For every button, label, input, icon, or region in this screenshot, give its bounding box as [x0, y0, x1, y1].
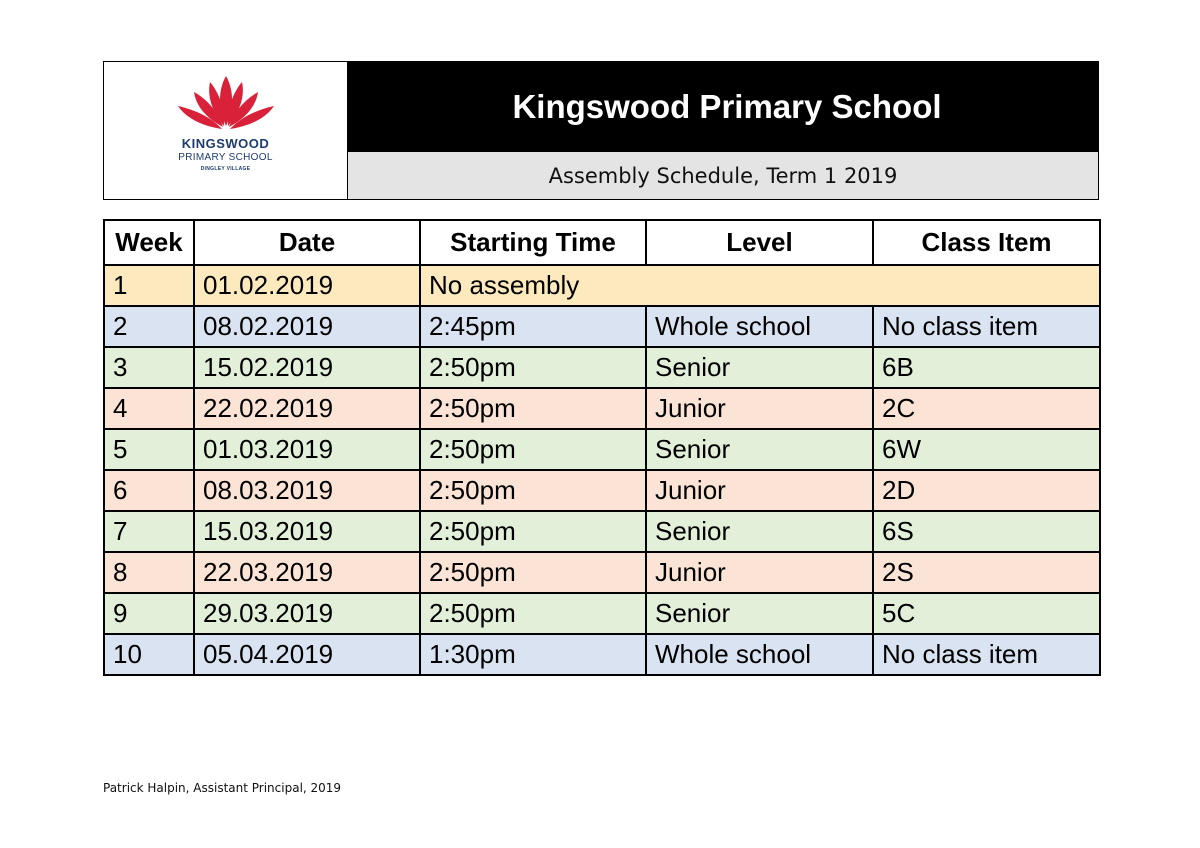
assembly-schedule-table: [103, 219, 1101, 676]
table-row: [104, 634, 1100, 675]
header: [103, 61, 1099, 200]
logo-location: DINGLEY VILLAGE: [200, 166, 251, 172]
date-cell: 15.03.2019: [194, 511, 420, 552]
starting-time-cell: 2:50pm: [420, 429, 646, 470]
column-header-starting-time: Starting Time: [420, 220, 646, 265]
column-header-week: Week: [104, 220, 194, 265]
date-cell: 15.02.2019: [194, 347, 420, 388]
week-cell: 8: [104, 552, 194, 593]
table-row: [104, 306, 1100, 347]
note-cell: No assembly: [420, 265, 1100, 306]
week-cell: 7: [104, 511, 194, 552]
week-cell: 3: [104, 347, 194, 388]
starting-time-cell: 2:50pm: [420, 388, 646, 429]
title-column: [348, 62, 1098, 199]
starting-time-cell: 2:50pm: [420, 347, 646, 388]
date-cell: 29.03.2019: [194, 593, 420, 634]
class-item-cell: 6B: [873, 347, 1100, 388]
week-cell: 10: [104, 634, 194, 675]
class-item-cell: 6W: [873, 429, 1100, 470]
class-item-cell: 6S: [873, 511, 1100, 552]
page-subtitle: Assembly Schedule, Term 1 2019: [348, 151, 1098, 199]
starting-time-cell: 2:45pm: [420, 306, 646, 347]
starting-time-cell: 2:50pm: [420, 552, 646, 593]
date-cell: 08.02.2019: [194, 306, 420, 347]
week-cell: 4: [104, 388, 194, 429]
logo-name: KINGSWOOD: [181, 136, 270, 151]
date-cell: 22.03.2019: [194, 552, 420, 593]
table-row: [104, 470, 1100, 511]
column-header-date: Date: [194, 220, 420, 265]
week-cell: 5: [104, 429, 194, 470]
starting-time-cell: 2:50pm: [420, 593, 646, 634]
level-cell: Senior: [646, 429, 873, 470]
date-cell: 01.02.2019: [194, 265, 420, 306]
table-row: [104, 552, 1100, 593]
table-row: [104, 511, 1100, 552]
level-cell: Senior: [646, 511, 873, 552]
class-item-cell: No class item: [873, 634, 1100, 675]
week-cell: 9: [104, 593, 194, 634]
week-cell: 6: [104, 470, 194, 511]
level-cell: Senior: [646, 593, 873, 634]
column-header-level: Level: [646, 220, 873, 265]
table-row: [104, 593, 1100, 634]
table-row: [104, 429, 1100, 470]
level-cell: Junior: [646, 552, 873, 593]
class-item-cell: 5C: [873, 593, 1100, 634]
date-cell: 05.04.2019: [194, 634, 420, 675]
week-cell: 2: [104, 306, 194, 347]
starting-time-cell: 2:50pm: [420, 511, 646, 552]
class-item-cell: 2S: [873, 552, 1100, 593]
school-logo: [104, 62, 348, 199]
lotus-logo-icon: [174, 74, 278, 134]
date-cell: 01.03.2019: [194, 429, 420, 470]
level-cell: Junior: [646, 388, 873, 429]
page-title: Kingswood Primary School: [348, 62, 1098, 151]
table-row: [104, 265, 1100, 306]
table-row: [104, 388, 1100, 429]
logo-subtitle: PRIMARY SCHOOL: [178, 152, 273, 163]
week-cell: 1: [104, 265, 194, 306]
level-cell: Junior: [646, 470, 873, 511]
level-cell: Senior: [646, 347, 873, 388]
table-body: [104, 265, 1100, 675]
date-cell: 22.02.2019: [194, 388, 420, 429]
table-header-row: [104, 220, 1100, 265]
class-item-cell: No class item: [873, 306, 1100, 347]
table-row: [104, 347, 1100, 388]
starting-time-cell: 1:30pm: [420, 634, 646, 675]
class-item-cell: 2D: [873, 470, 1100, 511]
starting-time-cell: 2:50pm: [420, 470, 646, 511]
class-item-cell: 2C: [873, 388, 1100, 429]
level-cell: Whole school: [646, 634, 873, 675]
date-cell: 08.03.2019: [194, 470, 420, 511]
footer-credit: Patrick Halpin, Assistant Principal, 2019: [103, 781, 342, 795]
column-header-class-item: Class Item: [873, 220, 1100, 265]
level-cell: Whole school: [646, 306, 873, 347]
